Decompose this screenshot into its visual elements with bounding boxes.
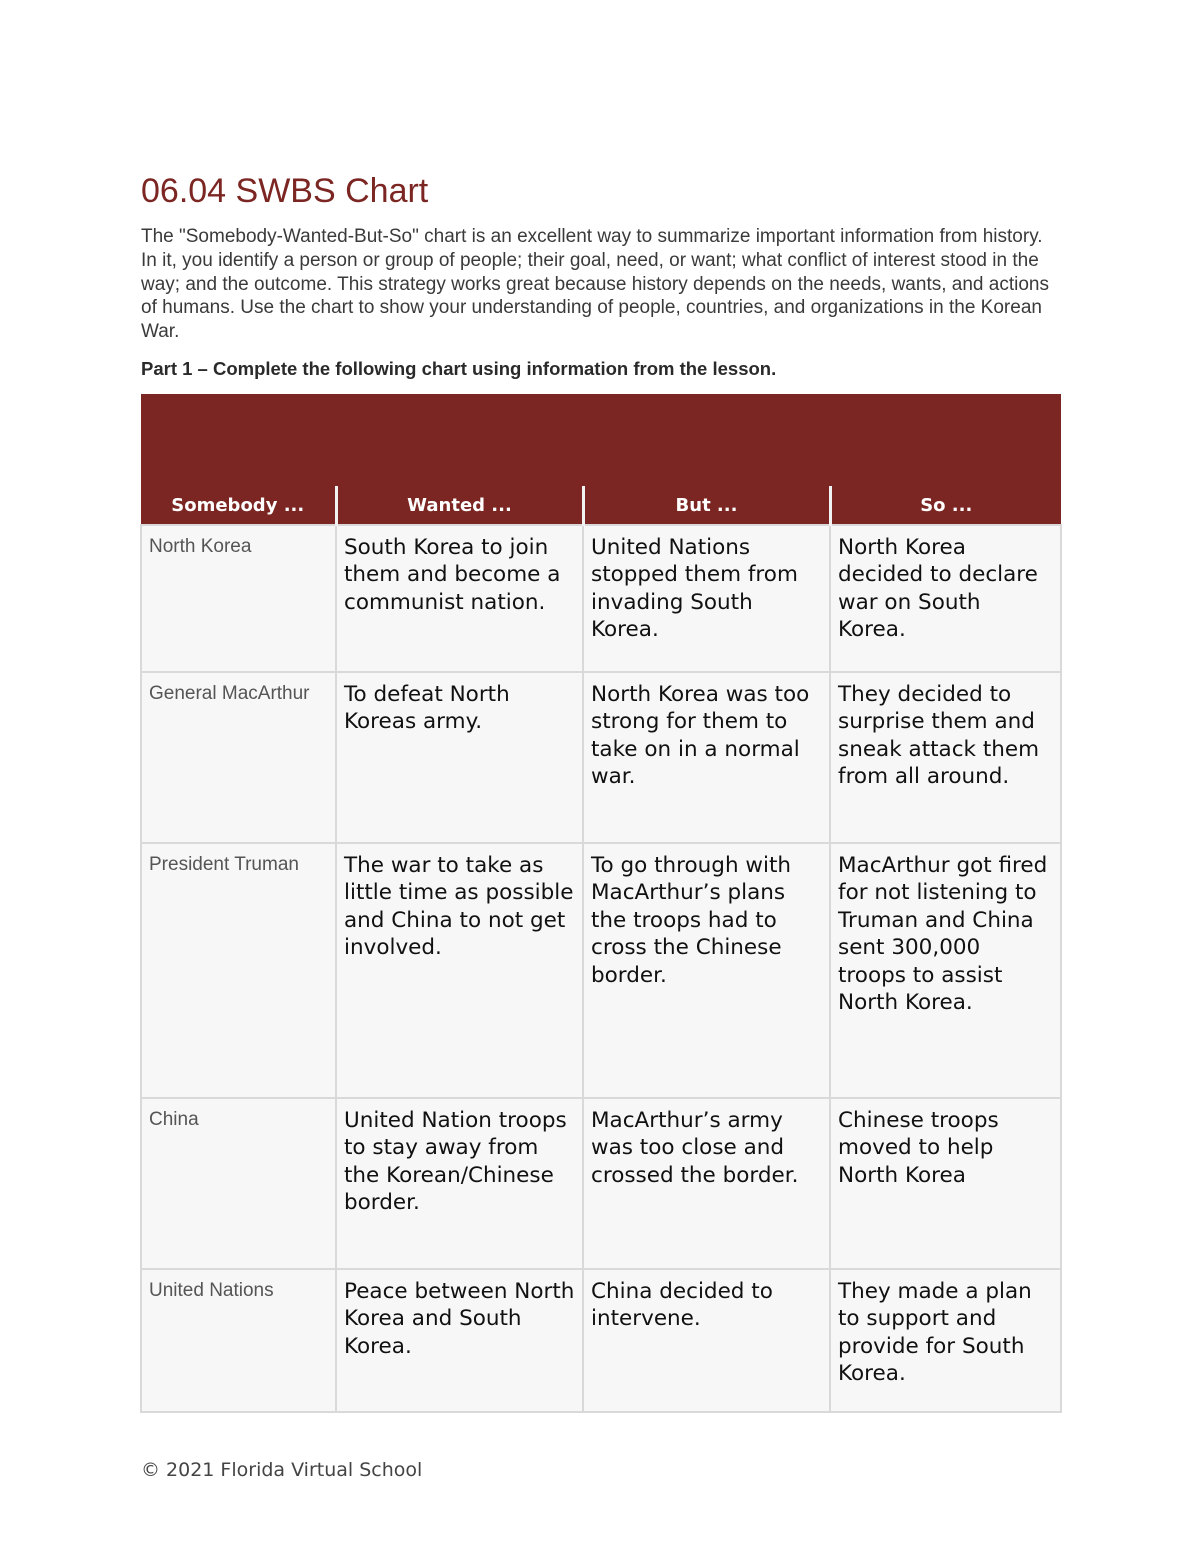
intro-paragraph: The "Somebody-Wanted-But-So" chart is an excellent way to summarize important information from history. In it, you identify a person or group of people; their goal, need, or want; what conflict of interest stood in the way; and the outcome. This strategy works great because history depends on the needs, wants, and actions of humans. Use the chart to show your understanding of people, countries, and organizations in the Korean War. xyxy=(141,226,1049,343)
cell-wanted[interactable]: South Korea to join them and become a communist nation. xyxy=(336,525,583,672)
header-band-cell xyxy=(141,394,1061,486)
cell-but[interactable]: North Korea was too strong for them to take on in a normal war. xyxy=(583,672,830,843)
cell-wanted[interactable]: To defeat North Koreas army. xyxy=(336,672,583,843)
table-row xyxy=(141,1269,1061,1412)
cell-but[interactable]: China decided to intervene. xyxy=(583,1269,830,1412)
cell-so[interactable]: MacArthur got fired for not listening to Truman and China sent 300,000 troops to assist North Korea. xyxy=(830,843,1061,1098)
cell-somebody: United Nations xyxy=(141,1269,336,1412)
table-row xyxy=(141,1098,1061,1269)
copyright-footer: © 2021 Florida Virtual School xyxy=(141,1459,423,1481)
cell-somebody: North Korea xyxy=(141,525,336,672)
swbs-chart-table xyxy=(140,394,1062,1413)
table-row xyxy=(141,525,1061,672)
cell-wanted[interactable]: United Nation troops to stay away from the Korean/Chinese border. xyxy=(336,1098,583,1269)
cell-but[interactable]: MacArthur’s army was too close and crossed the border. xyxy=(583,1098,830,1269)
cell-but[interactable]: To go through with MacArthur’s plans the troops had to cross the Chinese border. xyxy=(583,843,830,1098)
cell-so[interactable]: They made a plan to support and provide for South Korea. xyxy=(830,1269,1061,1412)
table-header-row xyxy=(141,486,1061,525)
cell-so[interactable]: They decided to surprise them and sneak attack them from all around. xyxy=(830,672,1061,843)
table-header-band xyxy=(141,394,1061,486)
table-row xyxy=(141,843,1061,1098)
part1-instruction: Part 1 – Complete the following chart using information from the lesson. xyxy=(141,358,777,379)
page-title: 06.04 SWBS Chart xyxy=(141,172,429,210)
cell-wanted[interactable]: Peace between North Korea and South Korea. xyxy=(336,1269,583,1412)
cell-so[interactable]: Chinese troops moved to help North Korea xyxy=(830,1098,1061,1269)
table-row xyxy=(141,672,1061,843)
cell-somebody: President Truman xyxy=(141,843,336,1098)
header-somebody: Somebody ... xyxy=(141,486,336,525)
cell-but[interactable]: United Nations stopped them from invading South Korea. xyxy=(583,525,830,672)
cell-somebody: China xyxy=(141,1098,336,1269)
cell-wanted[interactable]: The war to take as little time as possible and China to not get involved. xyxy=(336,843,583,1098)
cell-somebody: General MacArthur xyxy=(141,672,336,843)
header-so: So ... xyxy=(830,486,1061,525)
header-wanted: Wanted ... xyxy=(336,486,583,525)
header-but: But ... xyxy=(583,486,830,525)
cell-so[interactable]: North Korea decided to declare war on South Korea. xyxy=(830,525,1061,672)
